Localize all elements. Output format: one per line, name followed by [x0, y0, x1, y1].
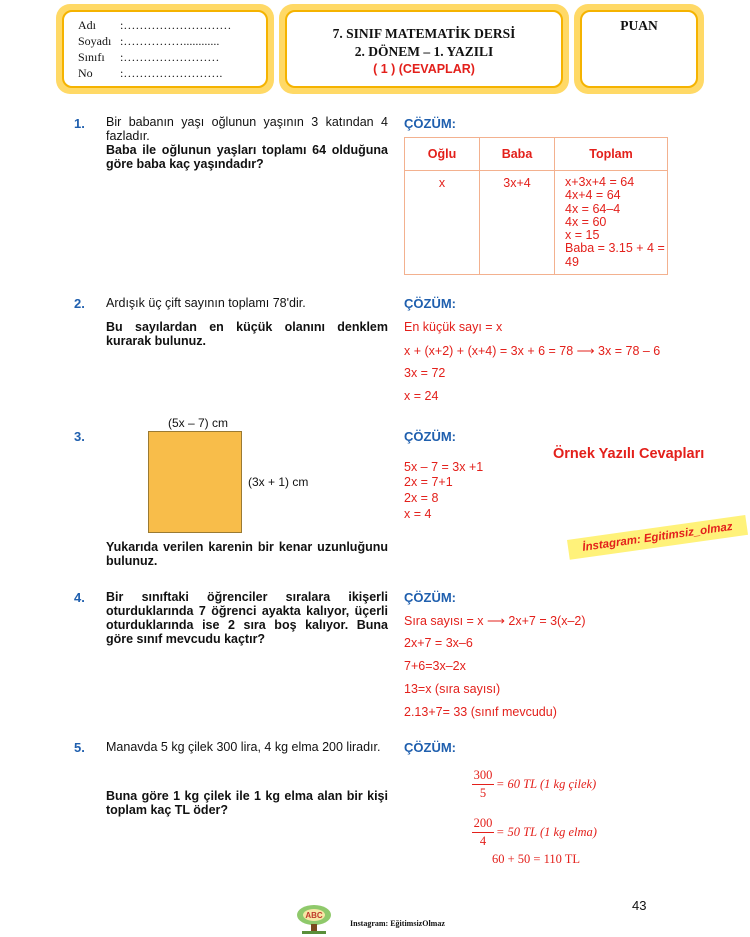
square-side-label: (3x + 1) cm: [248, 475, 309, 489]
square-figure: [148, 431, 242, 533]
exam-title-line1: 7. SINIF MATEMATİK DERSİ: [332, 26, 516, 41]
exam-title-line2: 2. DÖNEM – 1. YAZILI: [354, 44, 494, 59]
question-2-text-bold: Bu sayılardan en küçük olanını denklem kurarak bulunuz.: [106, 320, 388, 348]
exam-title-inner: [285, 10, 563, 88]
info-row-name: Adı :………………………: [78, 18, 232, 32]
exam-title-box: [279, 4, 569, 94]
instagram-banner: İnstagram: Egitimsiz_olmaz: [567, 515, 748, 560]
question-5-text-bold: Buna göre 1 kg çilek ile 1 kg elma alan bir kişi toplam kaç TL öder?: [106, 789, 388, 817]
fraction-numerator: 200: [473, 816, 493, 830]
student-info-inner: [62, 10, 268, 88]
fraction-result: = 60 TL (1 kg çilek): [496, 777, 597, 791]
solution-3-line: 2x = 8: [404, 491, 439, 505]
info-row-class: Sınıfı :……………………: [78, 50, 220, 64]
fraction-bar: [472, 784, 494, 785]
tree-logo-icon: [294, 904, 334, 934]
solution-4-line: 2.13+7= 33 (sınıf mevcudu): [404, 705, 557, 719]
square-top-label: (5x – 7) cm: [168, 416, 229, 430]
solution-2-line: En küçük sayı = x: [404, 320, 503, 334]
fraction-result: = 50 TL (1 kg elma): [496, 825, 597, 839]
table-cell: 3x+4: [480, 171, 555, 275]
question-3-number: 3.: [74, 429, 85, 444]
info-row-surname: Soyadı :……………............: [78, 34, 220, 48]
solution-4-line: 7+6=3x–2x: [404, 659, 466, 673]
sample-answers-watermark: Örnek Yazılı Cevapları: [553, 446, 705, 462]
question-5-number: 5.: [74, 740, 85, 755]
footer-instagram: Instagram: EğitimsizOlmaz: [350, 919, 445, 928]
score-inner: [580, 10, 698, 88]
solution-3-label: ÇÖZÜM:: [404, 429, 456, 444]
score-box: [574, 4, 704, 94]
info-row-number: No :…………………….: [78, 66, 223, 80]
fraction-denominator: 5: [479, 786, 487, 800]
student-info-box: [56, 4, 274, 94]
table-cell: x: [405, 171, 480, 275]
table-header: Oğlu: [405, 138, 480, 171]
table-header: Toplam: [555, 138, 668, 171]
solution-4-label: ÇÖZÜM:: [404, 590, 456, 605]
solution-4-line: 2x+7 = 3x–6: [404, 636, 473, 650]
solution-3-line: x = 4: [404, 507, 432, 521]
solution-2-line: x = 24: [404, 389, 439, 403]
page-number: 43: [632, 898, 647, 913]
solution-5-label: ÇÖZÜM:: [404, 740, 456, 755]
question-1-number: 1.: [74, 116, 85, 131]
table-cell-work: x+3x+4 = 64 4x+4 = 64 4x = 64–4 4x = 60 x = 15 Baba = 3.15 + 4 = 49: [555, 171, 668, 275]
solution-2-line: 3x = 72: [404, 366, 446, 380]
fraction-numerator: 300: [473, 768, 493, 782]
table-header: Baba: [480, 138, 555, 171]
solution-2-line: x + (x+2) + (x+4) = 3x + 6 = 78 ⟶ 3x = 78 – 6: [404, 344, 661, 358]
solution-1-label: ÇÖZÜM:: [404, 116, 456, 131]
question-1-text: Bir babanın yaşı oğlunun yaşının 3 katından 4 fazladır. Baba ile oğlunun yaşları toplamı 64 olduğuna göre baba kaç yaşındadır?: [106, 115, 388, 171]
question-2-number: 2.: [74, 296, 85, 311]
question-5-text: Manavda 5 kg çilek 300 lira, 4 kg elma 200 liradır.: [106, 740, 381, 754]
solution-4-line: Sıra sayısı = x ⟶ 2x+7 = 3(x–2): [404, 614, 586, 628]
solution-2-label: ÇÖZÜM:: [404, 296, 456, 311]
question-3-text: Yukarıda verilen karenin bir kenar uzunluğunu bulunuz.: [106, 540, 388, 568]
logo-text: ABC: [305, 911, 323, 920]
solution-3-line: 2x = 7+1: [404, 475, 453, 489]
question-4-number: 4.: [74, 590, 85, 605]
solution-3-line: 5x – 7 = 3x +1: [404, 460, 484, 474]
solution-1-table: [404, 137, 668, 275]
exam-title-line3: ( 1 ) (CEVAPLAR): [373, 62, 475, 76]
total-price: 60 + 50 = 110 TL: [492, 852, 581, 866]
question-2-text: Ardışık üç çift sayının toplamı 78'dir.: [106, 296, 306, 310]
score-label: PUAN: [620, 18, 658, 33]
fraction-denominator: 4: [479, 834, 487, 848]
solution-4-line: 13=x (sıra sayısı): [404, 682, 501, 696]
fraction-bar: [472, 832, 494, 833]
question-4-text: Bir sınıftaki öğrenciler sıralara ikişerli oturduklarında 7 öğrenci ayakta kalıyor, üçerli oturduklarında ise 2 sıra boş kalıyor. Buna göre sınıf mevcudu kaçtır?: [106, 590, 388, 646]
